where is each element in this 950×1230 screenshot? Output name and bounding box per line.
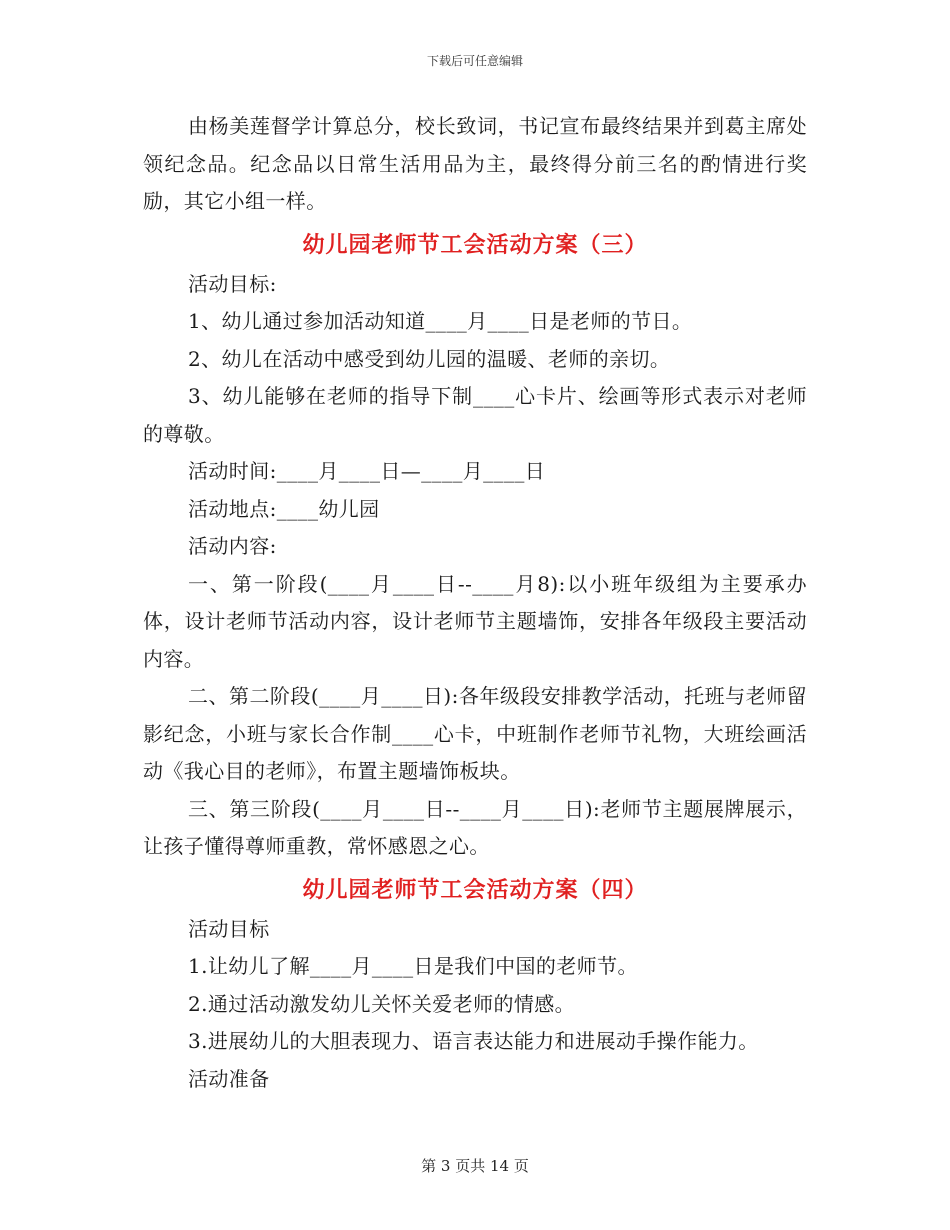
activity-place: 活动地点:____幼儿园 — [188, 496, 380, 521]
content-label: 活动内容: — [188, 534, 277, 558]
page-header: 下载后可任意编辑 — [426, 54, 523, 68]
goal-item-2: 2、幼儿在活动中感受到幼儿园的温暖、老师的亲切。 — [188, 346, 671, 371]
goal-item-1: 1.让幼儿了解____月____日是我们中国的老师节。 — [188, 954, 638, 978]
stage-1: 一、第一阶段(____月____日--____月8):以小班年级组为主要承办体，设计老师节活动内容，设计老师节主题墙饰，安排各年级段主要活动内容。 — [143, 571, 807, 671]
goal-label-four: 活动目标 — [188, 916, 270, 941]
section-title-four: 幼儿园老师节工会活动方案（四） — [302, 876, 648, 903]
goal-item-3: 3.进展幼儿的大胆表现力、语言表达能力和进展动手操作能力。 — [188, 1029, 759, 1053]
section-title-three: 幼儿园老师节工会活动方案（三） — [302, 231, 648, 258]
goal-item-3: 3、幼儿能够在老师的指导下制____心卡片、绘画等形式表示对老师的尊敬。 — [143, 384, 807, 446]
stage-2: 二、第二阶段(____月____日):各年级段安排教学活动，托班与老师留影纪念，小班与家长合作制____心卡，中班制作老师节礼物，大班绘画活动《我心目的老师》，布置主题墙饰板块。 — [143, 684, 807, 783]
page-footer: 第 3 页共 14 页 — [421, 1157, 529, 1175]
goal-item-1: 1、幼儿通过参加活动知道____月____日是老师的节日。 — [188, 309, 693, 333]
goal-label-three: 活动目标: — [188, 271, 277, 296]
activity-time: 活动时间:____月____日—____月____日 — [188, 459, 546, 483]
stage-3: 三、第三阶段(____月____日--____月____日):老师节主题展牌展示，让孩子懂得尊师重教，常怀感恩之心。 — [143, 796, 807, 858]
prep-label: 活动准备 — [188, 1066, 270, 1091]
document-body — [143, 108, 807, 1098]
goal-item-2: 2.通过活动激发幼儿关怀关爱老师的情感。 — [188, 991, 576, 1016]
paragraph-awards: 由杨美莲督学计算总分，校长致词，书记宣布最终结果并到葛主席处领纪念品。纪念品以日常生活用品为主，最终得分前三名的酌情进行奖励，其它小组一样。 — [143, 114, 807, 213]
